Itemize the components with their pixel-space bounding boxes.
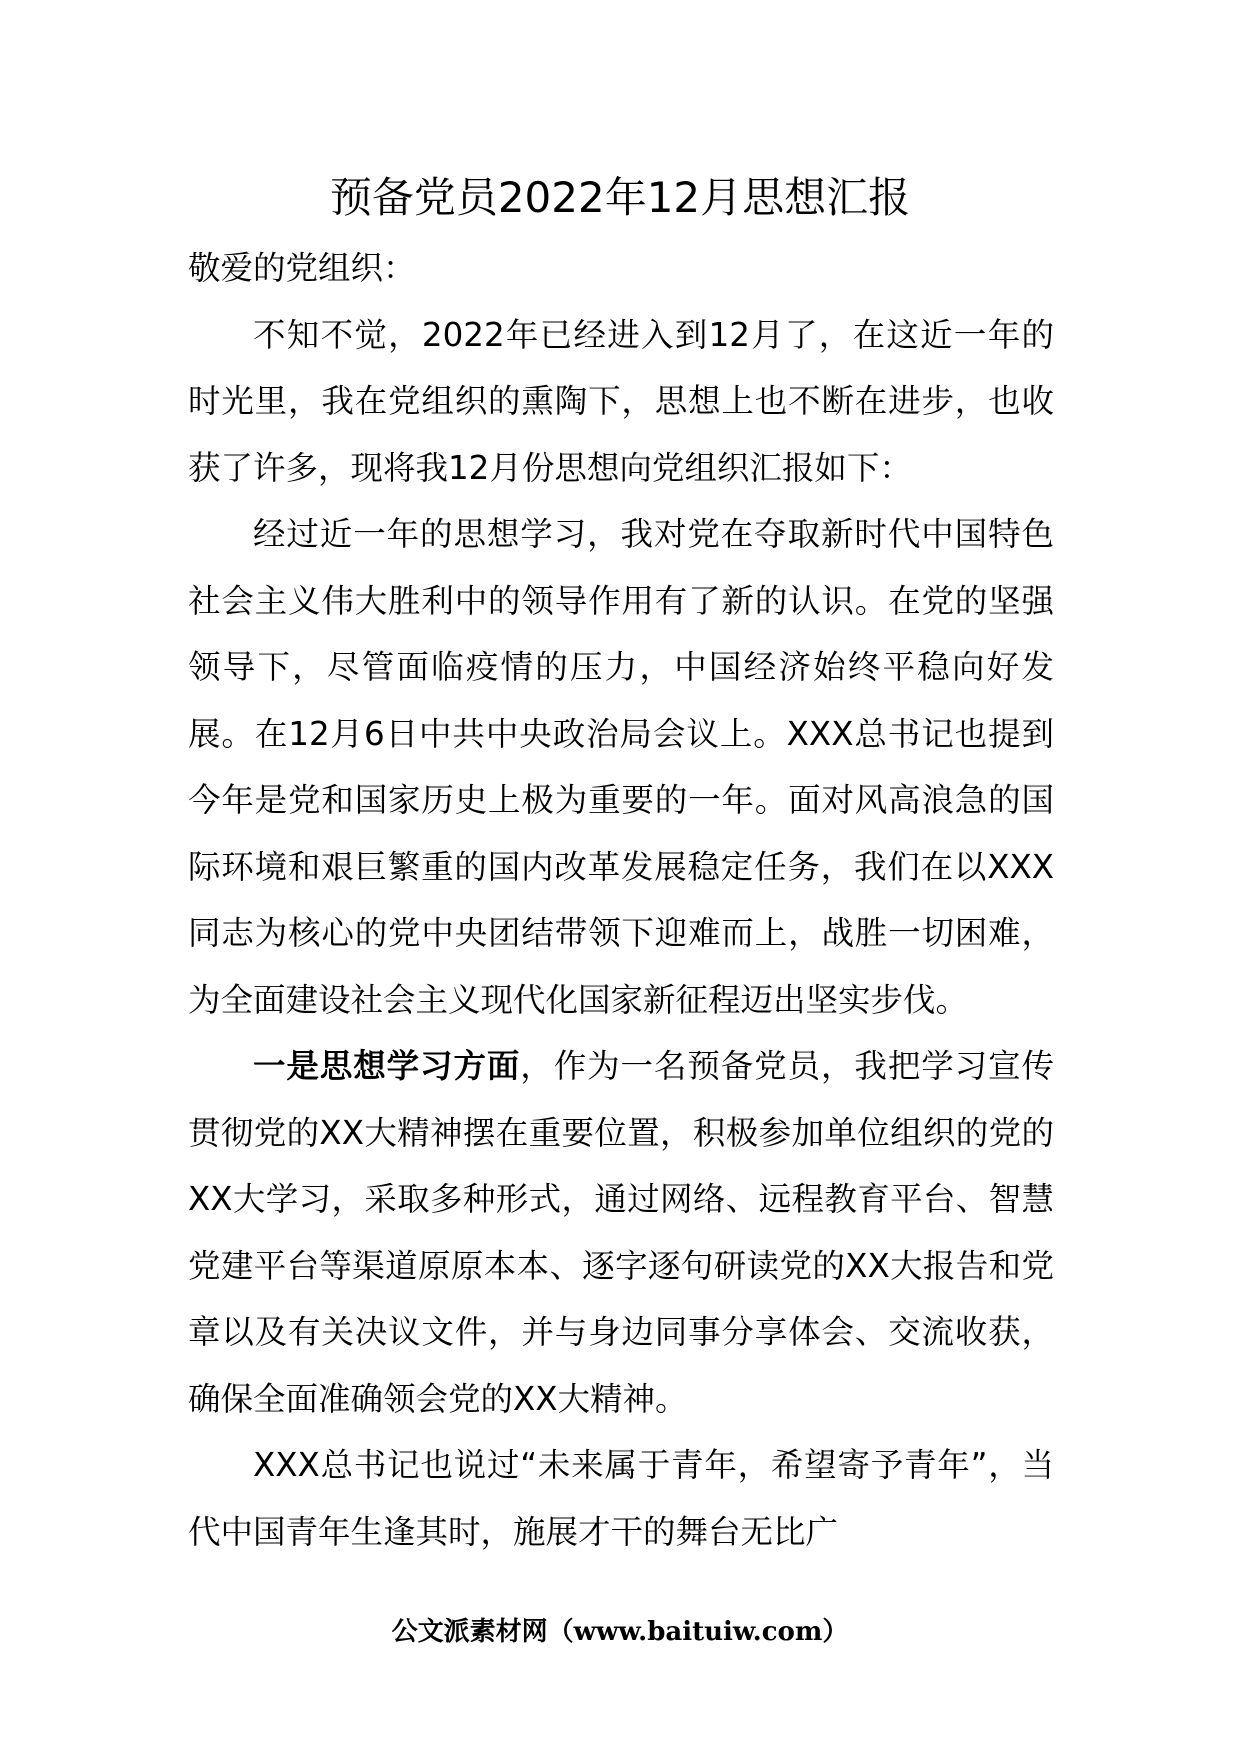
paragraph-1-text: 不知不觉，2022年已经进入到12月了，在这近一年的时光里，我在党组织的熏陶下，思想上也不断在进步，也收获了许多，现将我12月份思想向党组织汇报如下： (188, 315, 1054, 487)
paragraph-3-text: ，作为一名预备党员，我把学习宣传贯彻党的XX大精神摆在重要位置，积极参加单位组织的党的XX大学习，采取多种形式，通过网络、远程教育平台、智慧党建平台等渠道原原本本、逐字逐句研读党的XX大报告和党章以及有关决议文件，并与身边同事分享体会、交流收获，确保全面准确领会党的XX大精神。 (188, 1047, 1054, 1418)
footer-watermark: 公文派素材网（www.baituiw.com） (391, 1617, 849, 1647)
paragraph-1 (188, 302, 1054, 502)
salutation: 敬爱的党组织： (188, 249, 416, 287)
paragraph-3-lead: 一是思想学习方面 (253, 1047, 521, 1085)
paragraph-4 (188, 1432, 1054, 1565)
paragraph-2 (188, 501, 1054, 1033)
document-title: 预备党员2022年12月思想汇报 (329, 173, 911, 222)
paragraph-4-text: XXX总书记也说过“未来属于青年，希望寄予青年”，当代中国青年生逢其时，施展才干的舞台无比广 (188, 1446, 1054, 1551)
paragraph-3 (188, 1033, 1054, 1432)
paragraph-2-text: 经过近一年的思想学习，我对党在夺取新时代中国特色社会主义伟大胜利中的领导作用有了新的认识。在党的坚强领导下，尽管面临疫情的压力，中国经济始终平稳向好发展。在12月6日中共中央政治局会议上。XXX总书记也提到今年是党和国家历史上极为重要的一年。面对风高浪急的国际环境和艰巨繁重的国内改革发展稳定任务，我们在以XXX同志为核心的党中央团结带领下迎难而上，战胜一切困难，为全面建设社会主义现代化国家新征程迈出坚实步伐。 (188, 515, 1054, 1019)
document-body (188, 235, 1054, 1565)
